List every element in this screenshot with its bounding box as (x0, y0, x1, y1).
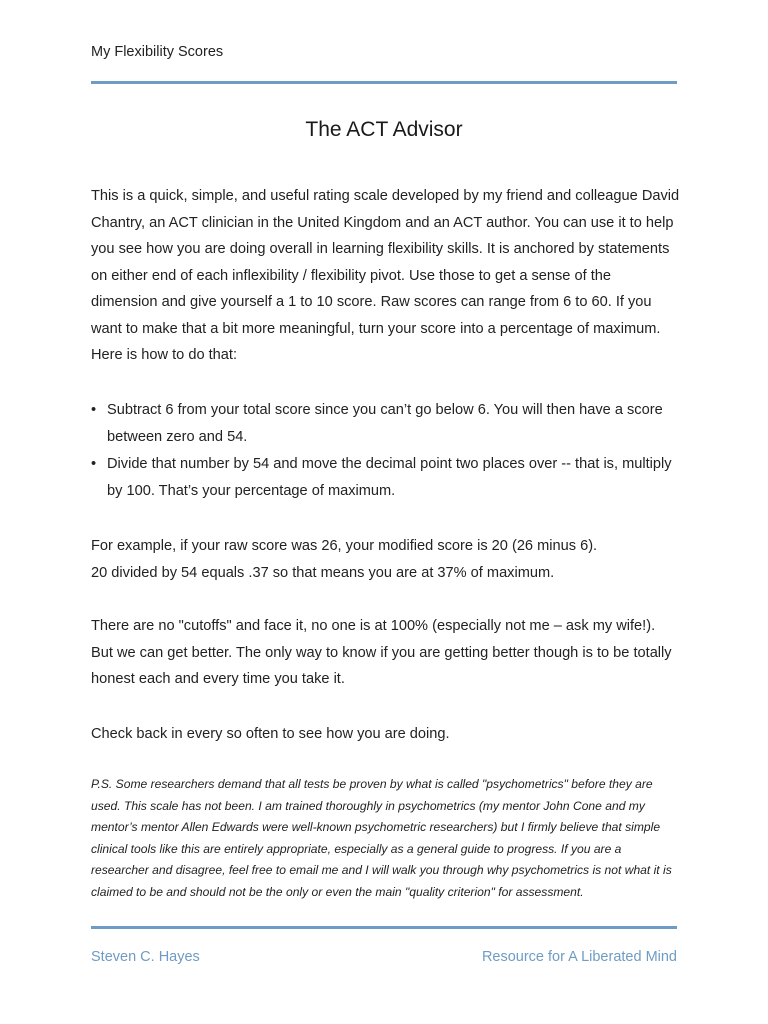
list-item (91, 451, 681, 505)
footer-source: Resource for A Liberated Mind (481, 949, 677, 965)
intro-paragraph: This is a quick, simple, and useful rating scale developed by my friend and colleague David Chantry, an ACT clinician in the United Kingdom and an ACT author. You can use it to help you see how you are doing overall in learning flexibility skills. It is anchored by statements on either end of each inflexibility / flexibility pivot. Use those to get a sense of the dimension and give yourself a 1 to 10 score. Raw scores can range from 6 to 60. If you want to make that a bit more meaningful, turn your score into a percentage of maximum. Here is how to do that: (91, 188, 680, 363)
cutoffs-paragraph: There are no "cutoffs" and face it, no one is at 100% (especially not me – ask my wife!). But we can get better. The only way to know if you are getting better though is to be totally honest each and every time you take it. (91, 618, 672, 687)
document-title: The ACT Advisor (305, 118, 463, 141)
list-item (91, 397, 681, 451)
example-paragraph (91, 533, 681, 586)
list-item-text: Subtract 6 from your total score since you can’t go below 6. You will then have a score between zero and 54. (107, 402, 663, 445)
check-back-paragraph: Check back in every so often to see how you are doing. (91, 726, 450, 742)
example-line: For example, if your raw score was 26, your modified score is 20 (26 minus 6). (91, 538, 598, 554)
example-line: 20 divided by 54 equals .37 so that means you are at 37% of maximum. (91, 564, 555, 581)
bullet-icon: • (91, 456, 97, 472)
instruction-list (91, 397, 681, 505)
postscript-paragraph: P.S. Some researchers demand that all tests be proven by what is called "psychometrics" before they are used. This scale has not been. I am trained thoroughly in psychometrics (my mentor John Cone and my mentor’s mentor Allen Edwards were well-known psychometric researchers) but I firmly believe that simple clinical tools like this are entirely appropriate, especially as a general guide to progress. If you are a researcher and disagree, feel free to email me and I will walk you through why psychometrics is not what it is claimed to be and should not be the only or even the main "quality criterion" for assessment. (91, 777, 672, 899)
bullet-icon: • (91, 402, 97, 418)
header-divider (91, 81, 677, 84)
page-header-title: My Flexibility Scores (91, 44, 224, 60)
footer-author: Steven C. Hayes (91, 949, 200, 965)
list-item-text: Divide that number by 54 and move the decimal point two places over -- that is, multiply by 100. That’s your percentage of maximum. (107, 456, 672, 499)
footer-divider (91, 926, 677, 929)
